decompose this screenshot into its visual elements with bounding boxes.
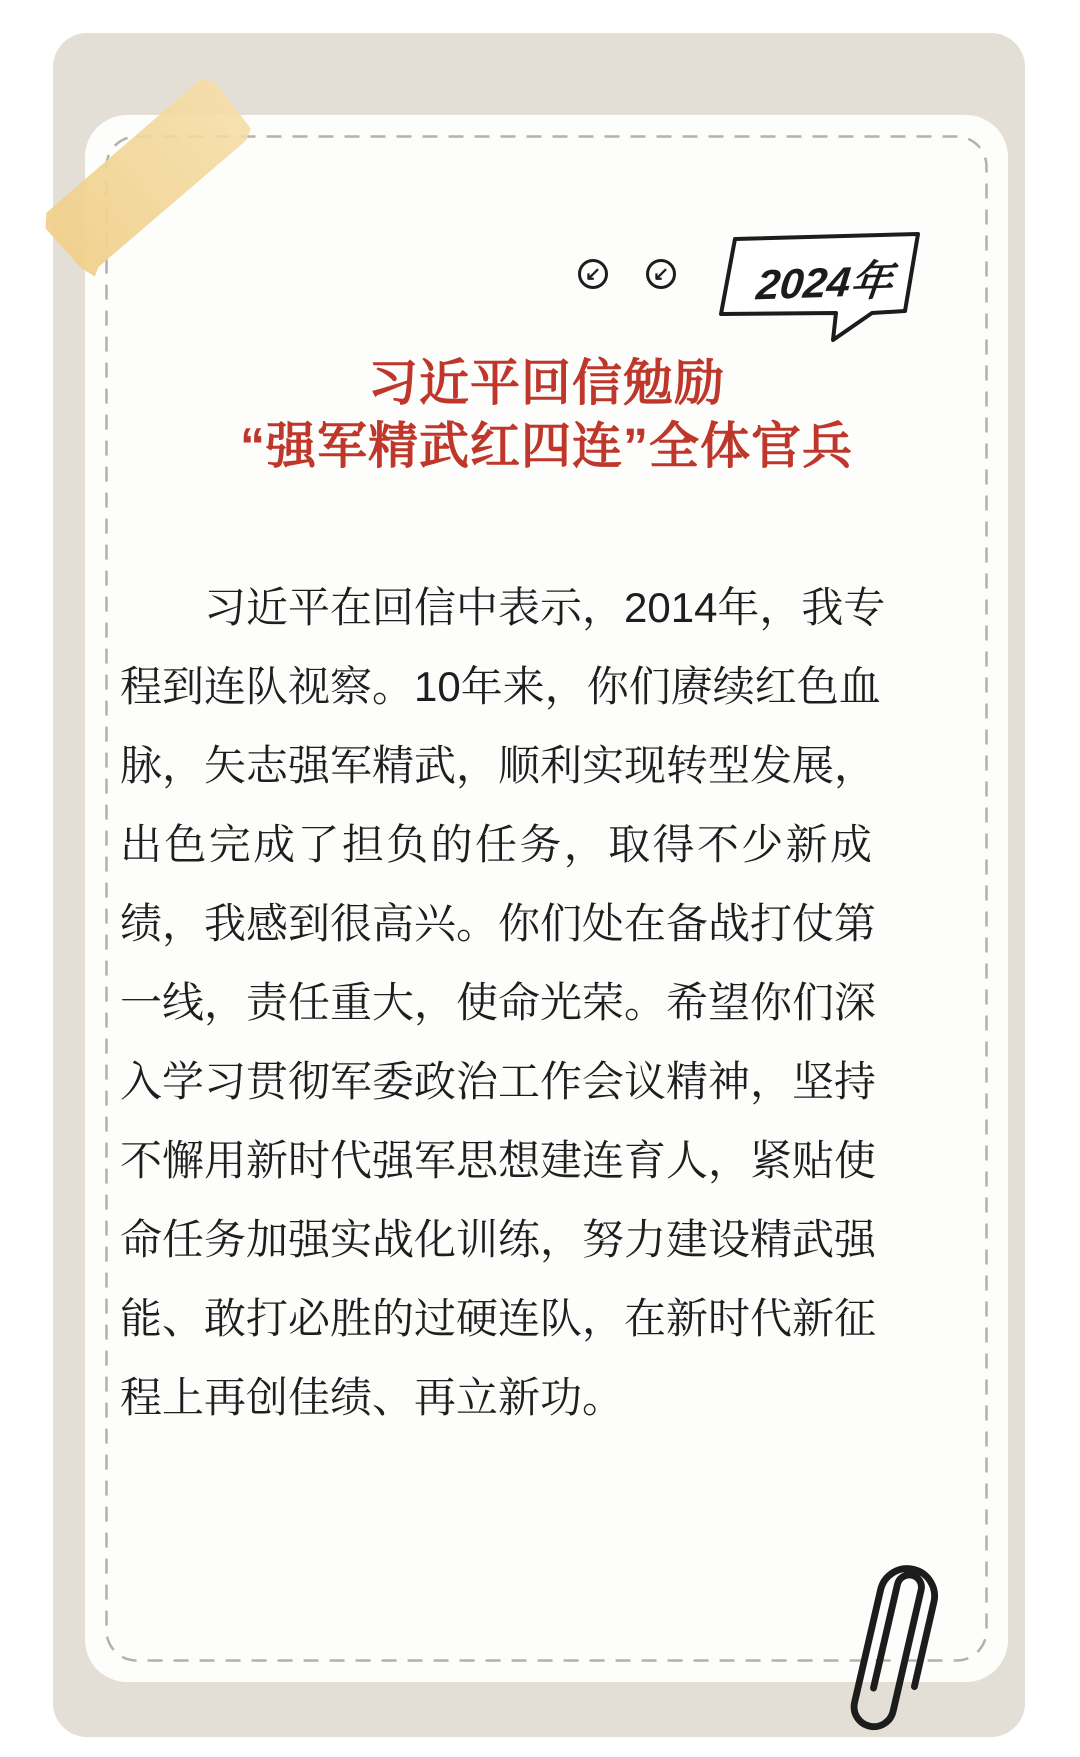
body-line: 能、敢打必胜的过硬连队，在新时代新征	[120, 1295, 877, 1342]
body-line: 脉，矢志强军精武，顺利实现转型发展，	[120, 742, 877, 789]
arrow-down-left-icon	[646, 259, 676, 289]
title-line-1: 习近平回信勉励	[368, 355, 725, 411]
title-line-2: “强军精武红四连”全体官兵	[240, 418, 853, 474]
body-line: 绩，我感到很高兴。你们处在备战打仗第	[120, 900, 877, 947]
article-body	[120, 568, 886, 1437]
year-badge: 2024年	[754, 256, 896, 309]
body-line: 不懈用新时代强军思想建连育人，紧贴使	[120, 1137, 877, 1184]
body-line: 出色完成了担负的任务，取得不少新成	[120, 821, 872, 868]
arrow-glyph: ↙	[585, 263, 601, 285]
article-title	[85, 352, 1008, 478]
body-line: 程到连队视察。10年来，你们赓续红色血	[120, 663, 881, 710]
body-line: 入学习贯彻军委政治工作会议精神，坚持	[120, 1058, 877, 1105]
body-line: 习近平在回信中表示，2014年，我专	[204, 584, 886, 631]
body-line: 一线，责任重大，使命光荣。希望你们深	[120, 979, 877, 1026]
body-line: 命任务加强实战化训练，努力建设精武强	[120, 1216, 877, 1263]
arrow-glyph: ↙	[653, 263, 669, 285]
body-line: 程上再创佳绩、再立新功。	[120, 1374, 625, 1421]
arrow-down-left-icon	[578, 259, 608, 289]
